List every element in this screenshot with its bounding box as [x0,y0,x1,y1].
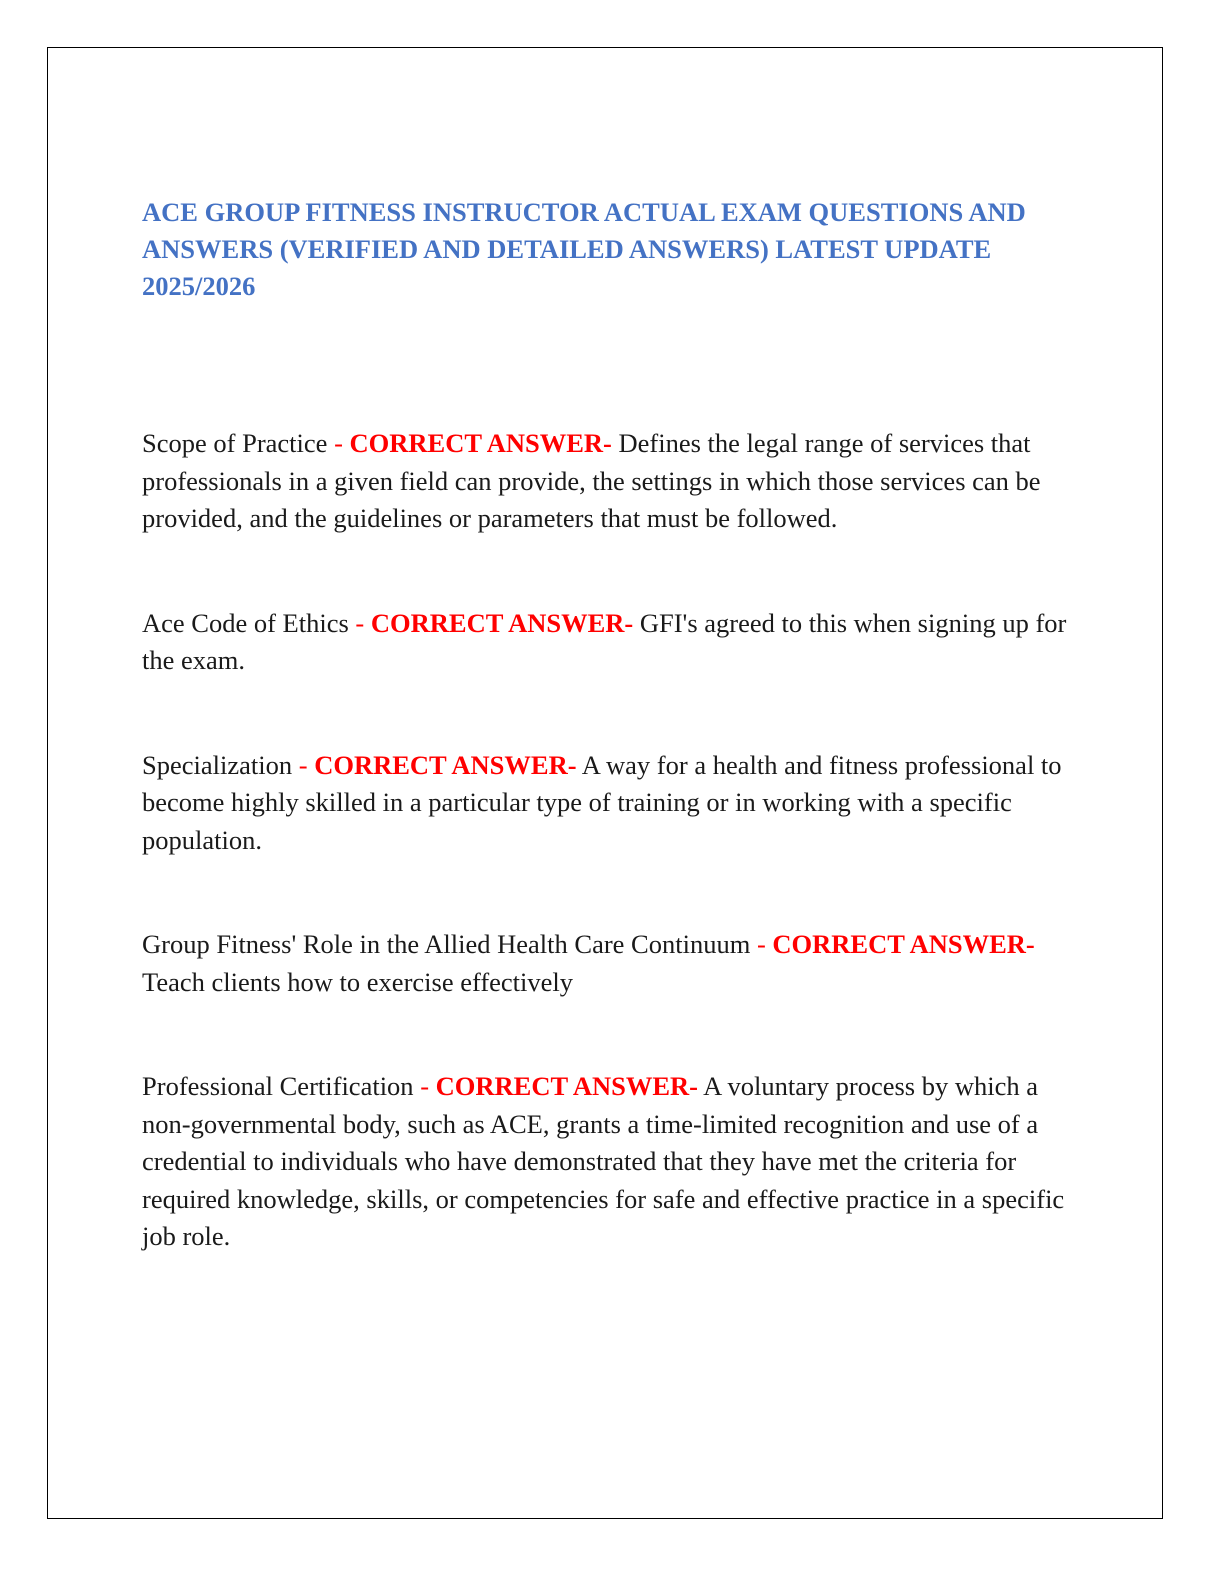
qa-answer: A voluntary process by which a non-governmental body, such as ACE, grants a time-limited recognition and use of a credential to individuals who have demonstrated that they have met the criteria for required knowledge, skills, or competencies for safe and effective practice in a specific job role. [142,1071,1065,1251]
qa-term: Specialization [142,749,293,780]
document-title: ACE GROUP FITNESS INSTRUCTOR ACTUAL EXAM QUESTIONS AND ANSWERS (VERIFIED AND DETAILED ANSWERS) LATEST UPDATE 2025/2026 [142,197,1026,301]
qa-separator: - [327,428,350,458]
correct-answer-marker: CORRECT ANSWER- [435,1071,698,1101]
qa-answer: GFI's agreed to this when signing up for the exam. [142,607,1067,675]
qa-separator: - [292,749,315,780]
correct-answer-marker: CORRECT ANSWER- [314,749,577,780]
correct-answer-marker: CORRECT ANSWER- [772,929,1035,959]
qa-list [142,425,1077,1323]
qa-answer: Teach clients how to exercise effectively [142,966,574,997]
qa-item-ace-code-of-ethics [142,605,1077,680]
qa-separator: - [348,607,371,638]
qa-item-scope-of-practice [142,425,1077,538]
qa-term: Scope of Practice [142,428,328,458]
qa-term: Group Fitness' Role in the Allied Health Care Continuum [142,929,751,959]
qa-item-professional-certification [142,1068,1077,1256]
qa-separator: - [750,929,773,959]
qa-term: Professional Certification [142,1071,414,1101]
correct-answer-marker: CORRECT ANSWER- [349,428,612,458]
correct-answer-marker: CORRECT ANSWER- [370,607,634,638]
qa-answer: Defines the legal range of services that professionals in a given field can provide, the settings in which those services can be provided, and the guidelines or parameters that must be followed. [142,428,1041,533]
qa-item-specialization [142,747,1077,860]
qa-term: Ace Code of Ethics [142,607,349,638]
qa-item-group-fitness-role [142,926,1077,1001]
qa-answer: A way for a health and fitness professional to become highly skilled in a particular type of training or in working with a specific population. [142,749,1062,855]
qa-separator: - [413,1071,436,1101]
